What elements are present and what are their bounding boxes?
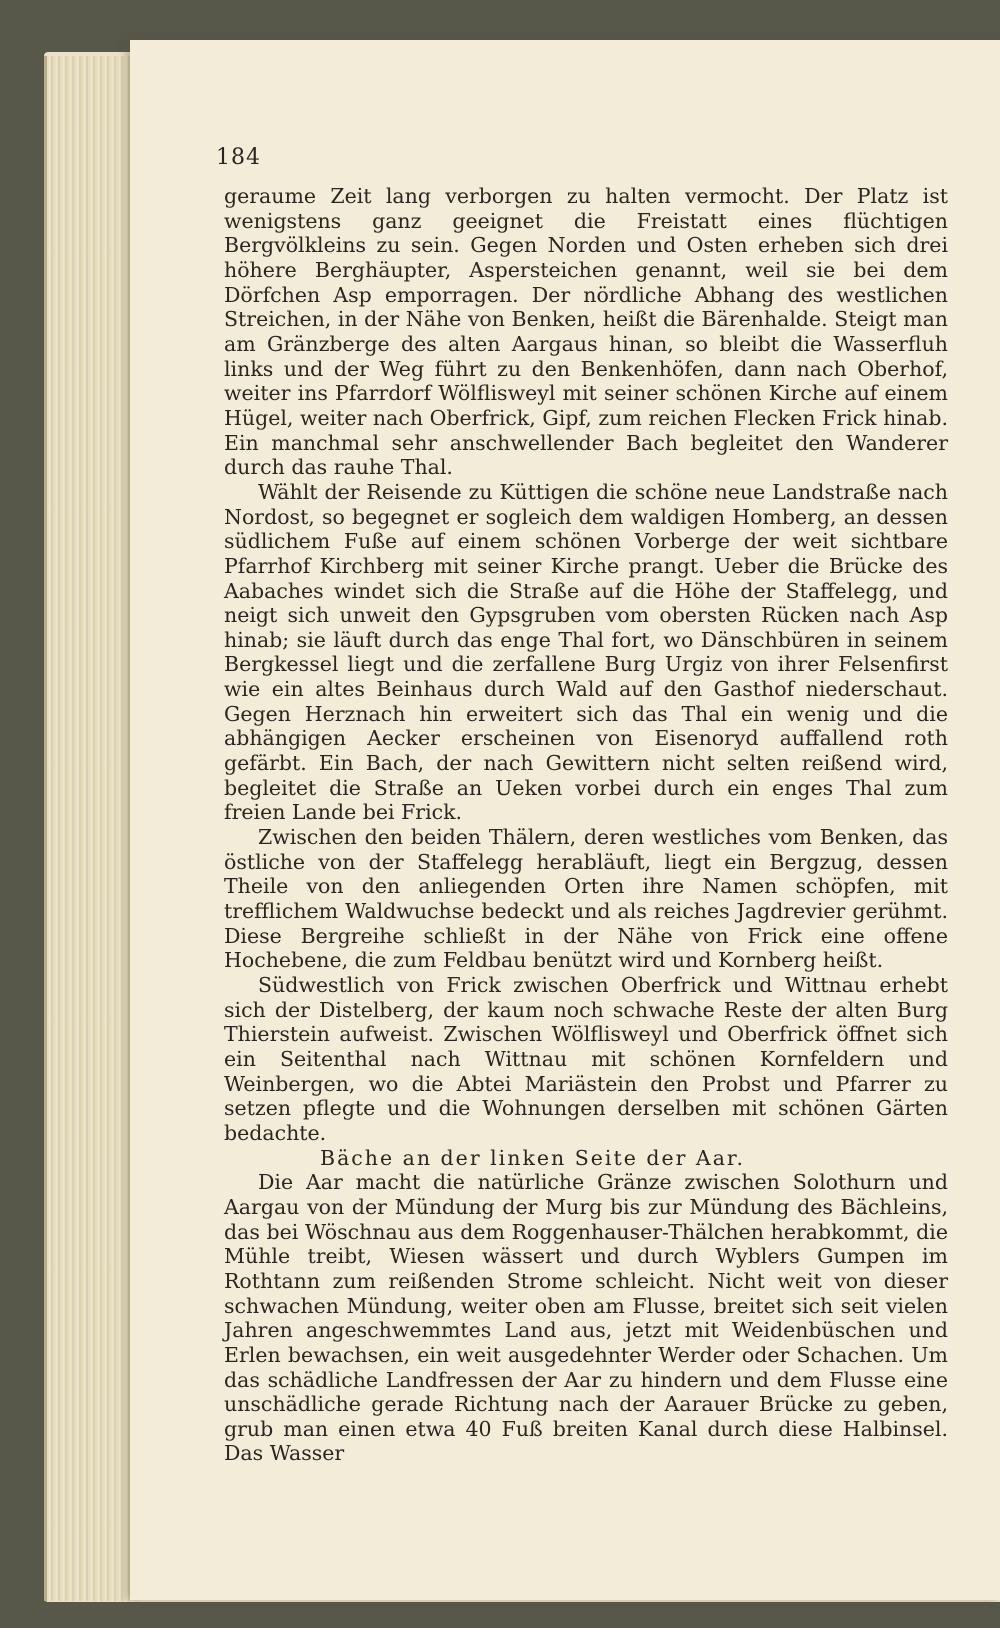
paragraph: Die Aar macht die natürliche Gränze zwischen Solothurn und Aargau von der Mündung der Murg bis zur Mündung des Bächleins, das bei Wöschnau aus dem Roggenhauser-Thälchen herabkommt, die Mühle treibt, Wiesen wässert und durch Wyblers Gumpen im Rothtann zum reißenden Strome schleicht. Nicht weit von dieser schwachen Mündung, weiter oben am Flusse, breitet sich seit vielen Jahren angeschwemmtes Land aus, jetzt mit Weidenbüschen und Erlen bewachsen, ein weit ausgedehnter Werder oder Schachen. Um das schädliche Landfressen der Aar zu hindern und dem Flusse eine unschädliche gerade Richtung nach der Aarauer Brücke zu geben, grub man einen etwa 40 Fuß breiten Kanal durch diese Halbinsel. Das Wasser xyxy=(224,1170,948,1466)
paragraph: Zwischen den beiden Thälern, deren westliches vom Benken, das östliche von der Staffelegg herabläuft, liegt ein Bergzug, dessen Theile von den anliegenden Orten ihre Namen schöpfen, mit trefflichem Waldwuchse bedeckt und als reiches Jagdrevier gerühmt. Diese Bergreihe schließt in der Nähe von Frick eine offene Hochebene, die zum Feldbau benützt wird und Kornberg heißt. xyxy=(224,825,948,973)
page-edges xyxy=(44,56,137,1601)
page-number: 184 xyxy=(216,145,261,170)
paragraph: geraume Zeit lang verborgen zu halten vermocht. Der Platz ist wenigstens ganz geeignet die Freistatt eines flüchtigen Bergvölkleins zu sein. Gegen Norden und Osten erheben sich drei höhere Berghäupter, Aspersteichen genannt, weil sie bei dem Dörfchen Asp emporragen. Der nördliche Abhang des westlichen Streichen, in der Nähe von Benken, heißt die Bärenhalde. Steigt man am Gränzberge des alten Aargaus hinan, so bleibt die Wasserfluh links und der Weg führt zu den Benkenhöfen, dann nach Oberhof, weiter ins Pfarrdorf Wölflisweyl mit seiner schönen Kirche auf einem Hügel, weiter nach Oberfrick, Gipf, zum reichen Flecken Frick hinab. Ein manchmal sehr anschwellender Bach begleitet den Wanderer durch das rauhe Thal. xyxy=(224,184,948,480)
paragraph: Wählt der Reisende zu Küttigen die schöne neue Landstraße nach Nordost, so begegnet er sogleich dem waldigen Homberg, an dessen südlichem Fuße auf einem schönen Vorberge der weit sichtbare Pfarrhof Kirchberg mit seiner Kirche prangt. Ueber die Brücke des Aabaches windet sich die Straße auf die Höhe der Staffelegg, und neigt sich unweit den Gypsgruben vom obersten Rücken nach Asp hinab; sie läuft durch das enge Thal fort, wo Dänschbüren in seinem Bergkessel liegt und die zerfallene Burg Urgiz von ihrer Felsenfirst wie ein altes Beinhaus durch Wald auf den Gasthof niederschaut. Gegen Herznach hin erweitert sich das Thal ein wenig und die abhängigen Aecker erscheinen von Eisenoryd auffallend roth gefärbt. Ein Bach, der nach Gewittern nicht selten reißend wird, begleitet die Straße an Ueken vorbei durch ein enges Thal zum freien Lande bei Frick. xyxy=(224,479,948,825)
section-heading: Bäche an der linken Seite der Aar. xyxy=(320,1145,745,1170)
paragraph: Südwestlich von Frick zwischen Oberfrick und Wittnau erhebt sich der Distelberg, der kaum noch schwache Reste der alten Burg Thierstein aufweist. Zwischen Wölflisweyl und Oberfrick öffnet sich ein Seitenthal nach Wittnau mit schönen Kornfeldern und Weinbergen, wo die Abtei Mariästein den Probst und Pfarrer zu setzen pflegte und die Wohnungen derselben mit schönen Gärten bedachte. xyxy=(224,973,948,1145)
body-text xyxy=(224,184,948,1466)
